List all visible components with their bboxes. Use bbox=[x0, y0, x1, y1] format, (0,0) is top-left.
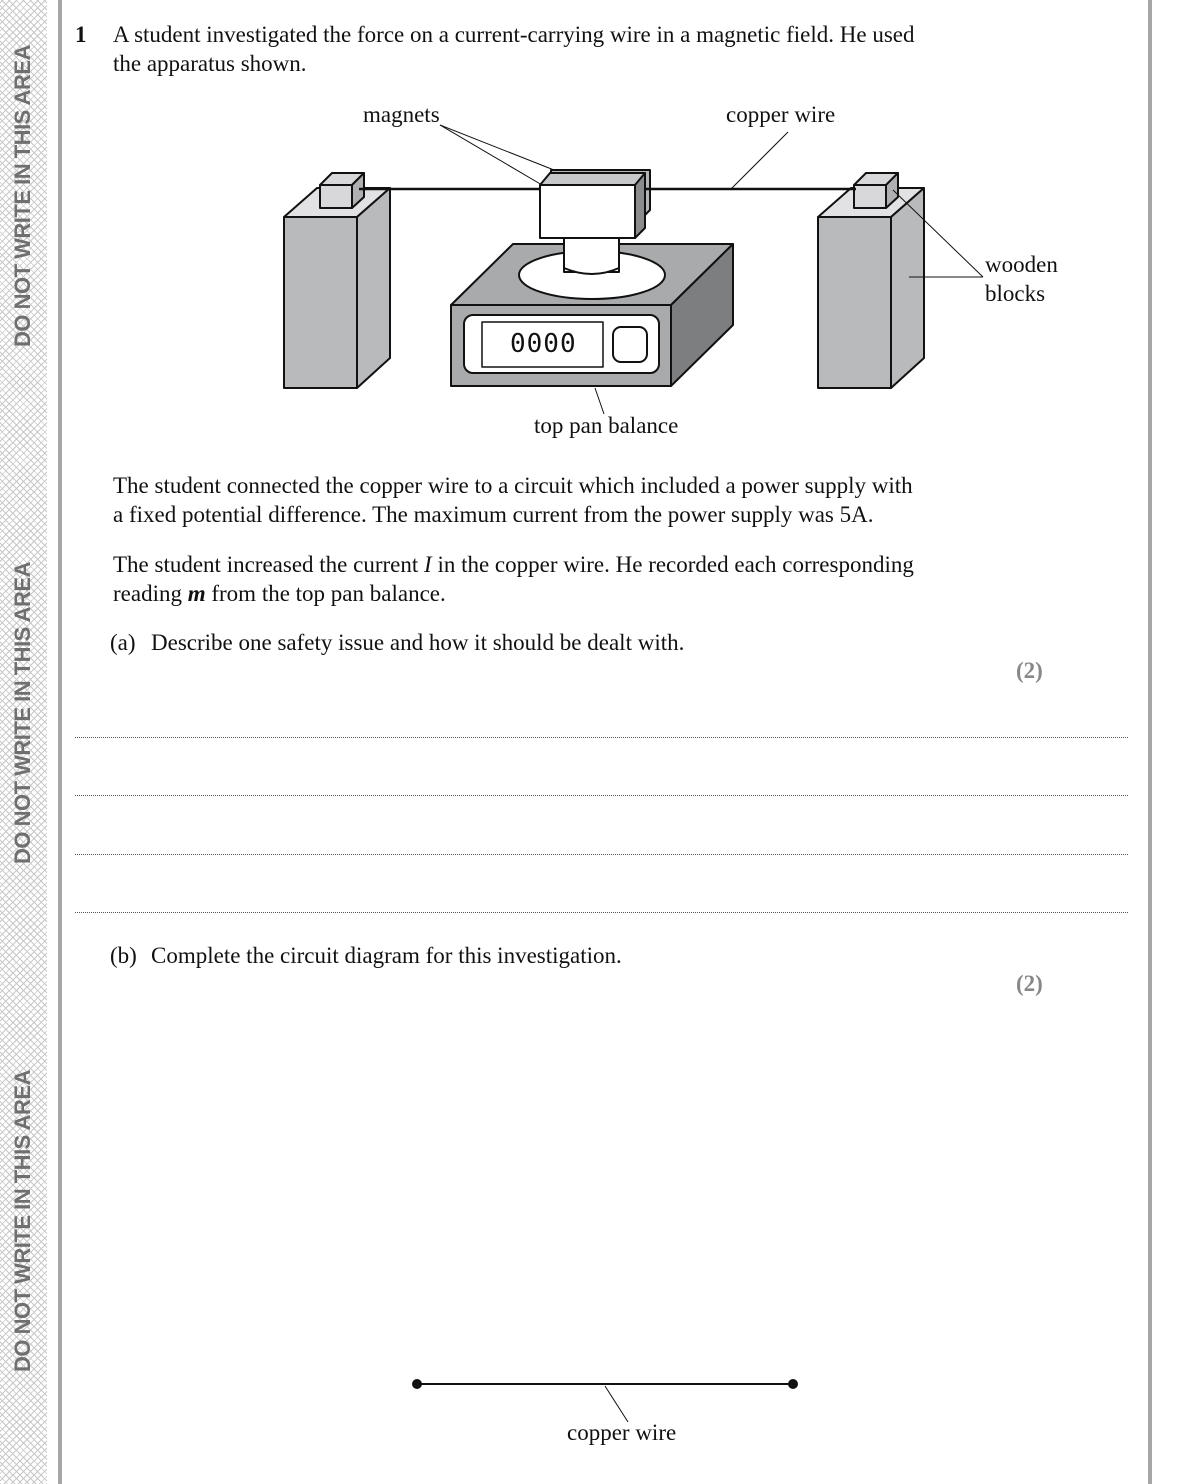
variable-I: I bbox=[424, 552, 432, 577]
wire-terminal bbox=[788, 1379, 798, 1389]
intro-text: A student investigated the force on a current-carrying wire in a magnetic field. He used bbox=[113, 22, 915, 47]
balance-display: 0000 bbox=[510, 329, 577, 359]
part-b-question: Complete the circuit diagram for this investigation. bbox=[151, 943, 622, 968]
variable-m: m bbox=[187, 581, 206, 606]
paragraph-2 bbox=[113, 579, 446, 608]
label-wooden: wooden bbox=[985, 252, 1058, 277]
label-top-pan-balance: top pan balance bbox=[534, 413, 679, 438]
margin-warning: DO NOT WRITE IN THIS AREA bbox=[10, 562, 35, 865]
answer-line[interactable] bbox=[75, 795, 1128, 796]
text: reading bbox=[113, 581, 188, 606]
margin-warning: DO NOT WRITE IN THIS AREA bbox=[10, 1070, 35, 1373]
answer-line[interactable] bbox=[75, 912, 1128, 913]
part-b-marks: (2) bbox=[1016, 971, 1043, 996]
margin-warning: DO NOT WRITE IN THIS AREA bbox=[10, 45, 35, 348]
part-b-label: (b) bbox=[110, 943, 137, 968]
label-copper-wire: copper wire bbox=[726, 102, 836, 127]
answer-line[interactable] bbox=[75, 737, 1128, 738]
label-blocks: blocks bbox=[985, 281, 1046, 306]
part-a-label: (a) bbox=[110, 630, 136, 655]
part-a-marks: (2) bbox=[1016, 658, 1043, 683]
text: from the top pan balance. bbox=[205, 581, 446, 606]
text: in the copper wire. He recorded each corresponding bbox=[431, 552, 914, 577]
answer-line[interactable] bbox=[75, 854, 1128, 855]
paragraph-2 bbox=[113, 550, 914, 579]
intro-text: the apparatus shown. bbox=[113, 51, 307, 76]
label-magnets: magnets bbox=[363, 102, 440, 127]
paragraph-1: The student connected the copper wire to a circuit which included a power supply with bbox=[113, 473, 913, 498]
question-number: 1 bbox=[75, 22, 87, 47]
text: The student increased the current bbox=[113, 552, 425, 577]
part-a-question: Describe one safety issue and how it should be dealt with. bbox=[151, 630, 685, 655]
label-copper-wire-circuit: copper wire bbox=[567, 1420, 677, 1445]
wire-terminal bbox=[412, 1379, 422, 1389]
paragraph-1: a fixed potential difference. The maximum current from the power supply was 5A. bbox=[113, 502, 874, 527]
